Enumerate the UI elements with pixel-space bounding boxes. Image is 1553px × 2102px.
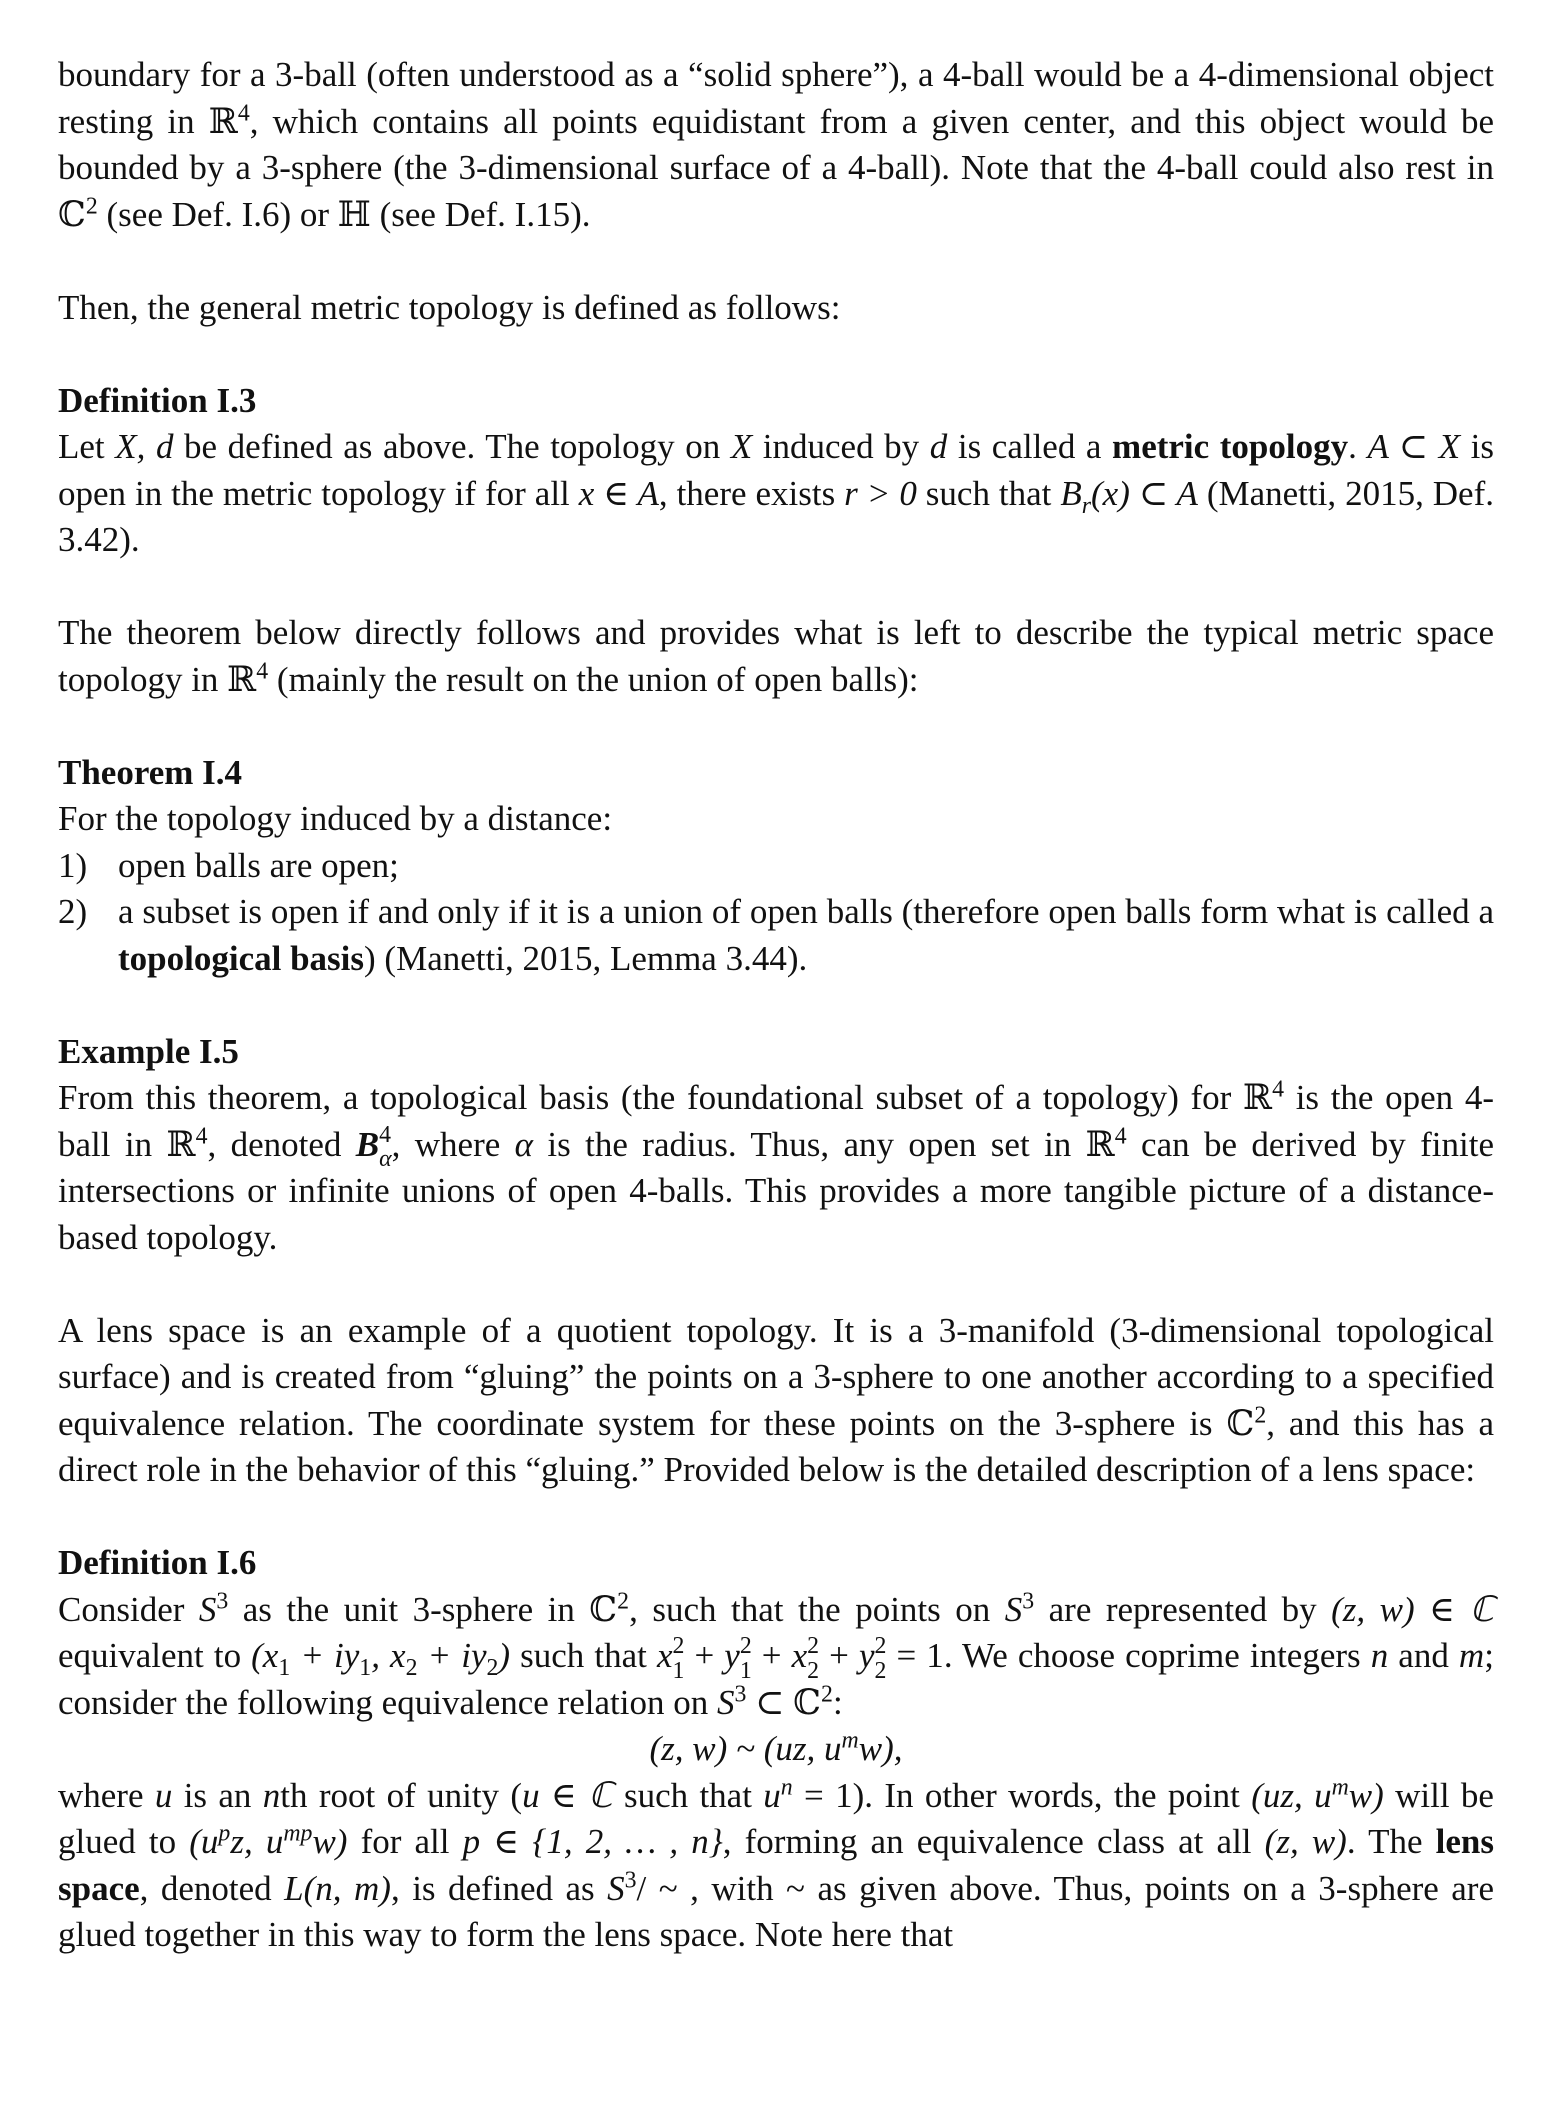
paragraph-lens-space: A lens space is an example of a quotient topology. It is a 3-manifold (3-dimensional topological surface) and is created from “gluing” the points on a 3-sphere to one another according to a specified equivalence relation. The coordinate system for these points on the 3-sphere is ℂ$^2$, and this has a direct role in the behavior of this “gluing.” Provided below is the detailed description of a lens space:	[58, 1310, 1494, 1489]
theorem-list	[58, 843, 1494, 983]
theorem-heading: Theorem I.4	[58, 752, 243, 792]
definition-body: Let X, d be defined as above. The topology on X induced by d is called a metric topology. A ⊂ X is open in the metric topology if for all x ∈ A, there exists r > 0 such that $B_r(x)$ ⊂ A (Manetti, 2015, Def. 3.42).	[58, 427, 1495, 559]
document-page	[58, 52, 1494, 1959]
paragraph-4-ball: boundary for a 3-ball (often understood as a “solid sphere”), a 4-ball would be a 4-dimensional object resting in ℝ$^4$, which contains all points equidistant from a given center, and this object would be bounded by a 3-sphere (the 3-dimensional surface of a 4-ball). Note that the 4-ball could also rest in ℂ$^2$ (see Def. I.6) or ℍ (see Def. I.15).	[58, 55, 1494, 234]
paragraph-metric-intro: Then, the general metric topology is defined as follows:	[58, 287, 841, 327]
definition-heading: Definition I.6	[58, 1543, 257, 1582]
definition-heading: Definition I.3	[58, 380, 257, 420]
equivalence-equation: (z, w) ~ (uz, $u^mw$),	[649, 1727, 903, 1768]
theorem-item: 1) open balls are open;	[58, 845, 399, 885]
paragraph-theorem-intro: The theorem below directly follows and provides what is left to describe the typical metric space topology in ℝ$^4$ (mainly the result on the union of open balls):	[58, 613, 1494, 699]
example-heading: Example I.5	[58, 1031, 239, 1071]
theorem-item: 2) a subset is open if and only if it is a union of open balls (therefore open balls form what is called a topological basis) (Manetti, 2015, Lemma 3.44).	[58, 892, 1494, 978]
example-body: From this theorem, a topological basis (the foundational subset of a topology) for ℝ$^4$ is the open 4-ball in ℝ$^4$, denoted B 4 α, where α is the radius. Thus, any open set in ℝ$^4$ can be derived by finite intersections or infinite unions of open 4-balls. This provides a more tangible picture of a distance-based topology.	[58, 1076, 1495, 1257]
theorem-intro: For the topology induced by a distance:	[58, 799, 613, 838]
definition-body-continued: where u is an nth root of unity (u ∈ ℂ such that $u^n = 1$). In other words, the point (uz, $u^mw$) will be glued to ($u^pz$, $u^{mp}w$) for all p ∈ {1, 2, … , n}, forming an equivalence class at all (z, w). The lens space, denoted L(n, m), is defined as $S^3/$ ~ , with ~ as given above. Thus, points on a 3-sphere are glued together in this way to form the lens space. Note here that	[58, 1773, 1495, 1954]
definition-body: Consider $S^3$ as the unit 3-sphere in ℂ$^2$, such that the points on $S^3$ are represented by (z, w) ∈ ℂ equivalent to ($x_1 + iy_1$, $x_2 + iy_2$) such that x 2 1 + y 2 1 + x 2 2 + y 2 2 = 1. We choose coprime integers n and m; consider the following equivalence relation on $S^3$ ⊂ ℂ$^2$:	[58, 1587, 1494, 1722]
